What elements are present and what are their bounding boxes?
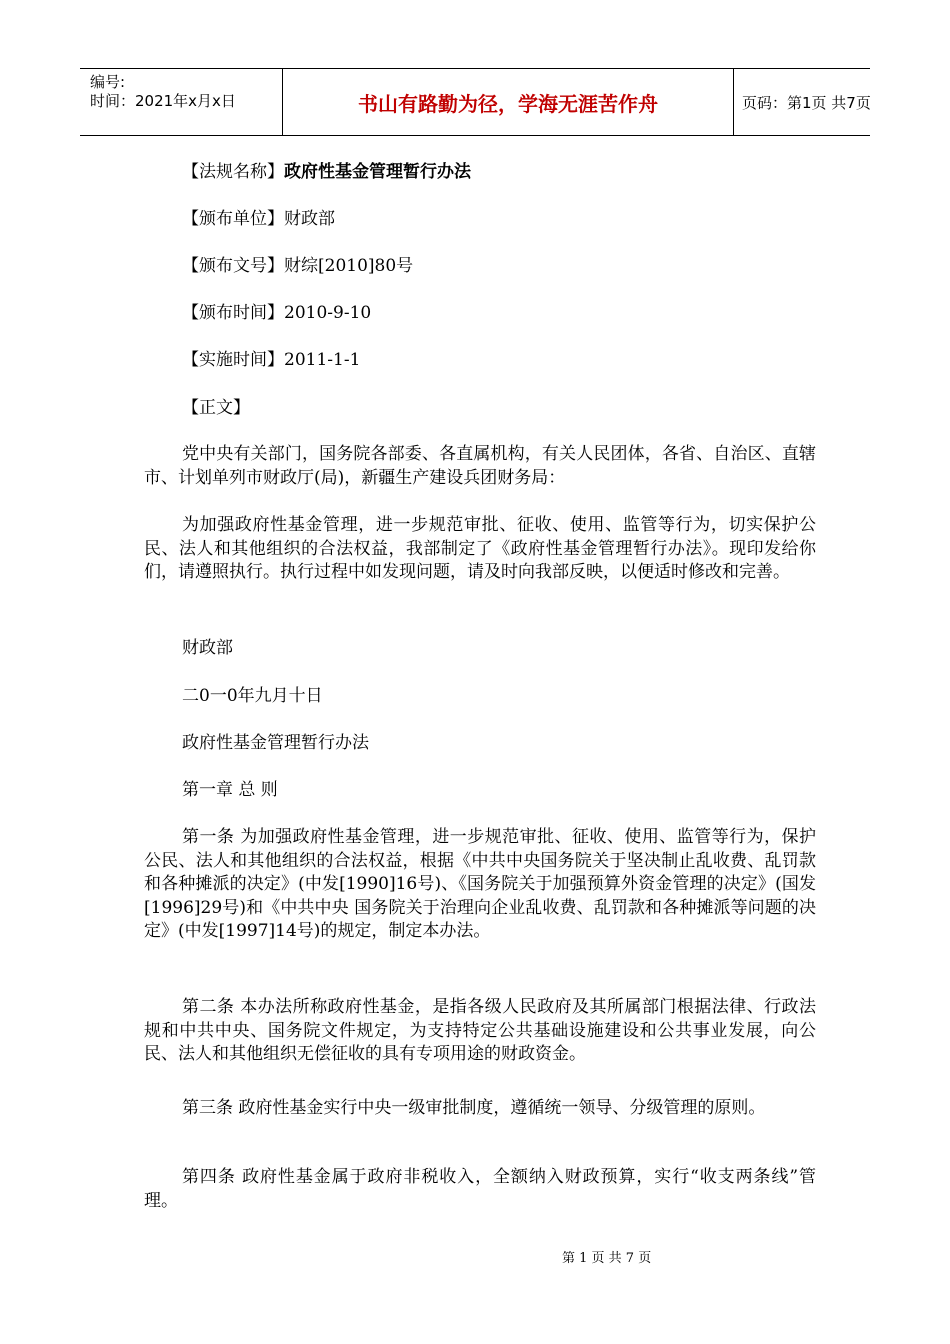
notice-paragraph: 为加强政府性基金管理，进一步规范审批、征收、使用、监管等行为，切实保护公民、法人和其他组织的合法权益，我部制定了《政府性基金管理暂行办法》。现印发给你们，请遵照执行。执行过程中如发现问题，请及时向我部反映，以便适时修改和完善。 [144, 515, 816, 582]
title-label: 【法规名称】 [182, 162, 284, 182]
title-line [182, 161, 471, 183]
number-label: 编号: [90, 73, 126, 91]
addressees-paragraph: 党中央有关部门，国务院各部委、各直属机构，有关人民团体，各省、自治区、直辖市、计划单列市财政厅(局)，新疆生产建设兵团财务局： [144, 444, 816, 488]
header-table [80, 68, 870, 136]
header-left-cell [80, 69, 282, 135]
article-4: 第四条 政府性基金属于政府非税收入，全额纳入财政预算，实行“收支两条线”管理。 [144, 1167, 816, 1211]
issuer-line: 【颁布单位】财政部 [182, 209, 335, 229]
document-title: 政府性基金管理暂行办法 [284, 162, 471, 182]
issue-date-line: 【颁布时间】2010-9-10 [182, 303, 372, 323]
article-2: 第二条 本办法所称政府性基金，是指各级人民政府及其所属部门根据法律、行政法规和中共中央、国务院文件规定，为支持特定公共基础设施建设和公共事业发展，向公民、法人和其他组织无偿征收的具有专项用途的财政资金。 [144, 997, 816, 1064]
page-info: 页码：第1页 共7页 [742, 93, 871, 112]
doc-number-line: 【颁布文号】财综[2010]80号 [182, 256, 414, 276]
header-motto-cell [282, 69, 734, 135]
effective-date-line: 【实施时间】2011-1-1 [182, 350, 361, 370]
chapter-heading: 第一章 总 则 [182, 780, 278, 800]
header-page-cell [734, 69, 870, 135]
motto-text: 书山有路勤为径，学海无涯苦作舟 [358, 91, 658, 116]
time-label: 时间：2021年x月x日 [90, 92, 236, 110]
law-title-line: 政府性基金管理暂行办法 [182, 733, 369, 753]
body-label: 【正文】 [182, 398, 250, 418]
signer-line: 财政部 [182, 638, 233, 658]
article-3: 第三条 政府性基金实行中央一级审批制度，遵循统一领导、分级管理的原则。 [182, 1098, 766, 1118]
article-1: 第一条 为加强政府性基金管理，进一步规范审批、征收、使用、监管等行为，保护公民、法人和其他组织的合法权益，根据《中共中央国务院关于坚决制止乱收费、乱罚款和各种摊派的决定》(中发[1990]16号)、《国务院关于加强预算外资金管理的决定》(国发[1996]29号)和《中共中央 国务院关于治理向企业乱收费、乱罚款和各种摊派等问题的决定》(中发[1997]14号)的规定，制定本办法。 [144, 827, 816, 941]
date-line: 二0一0年九月十日 [182, 686, 323, 706]
page-footer: 第 1 页 共 7 页 [562, 1251, 652, 1266]
